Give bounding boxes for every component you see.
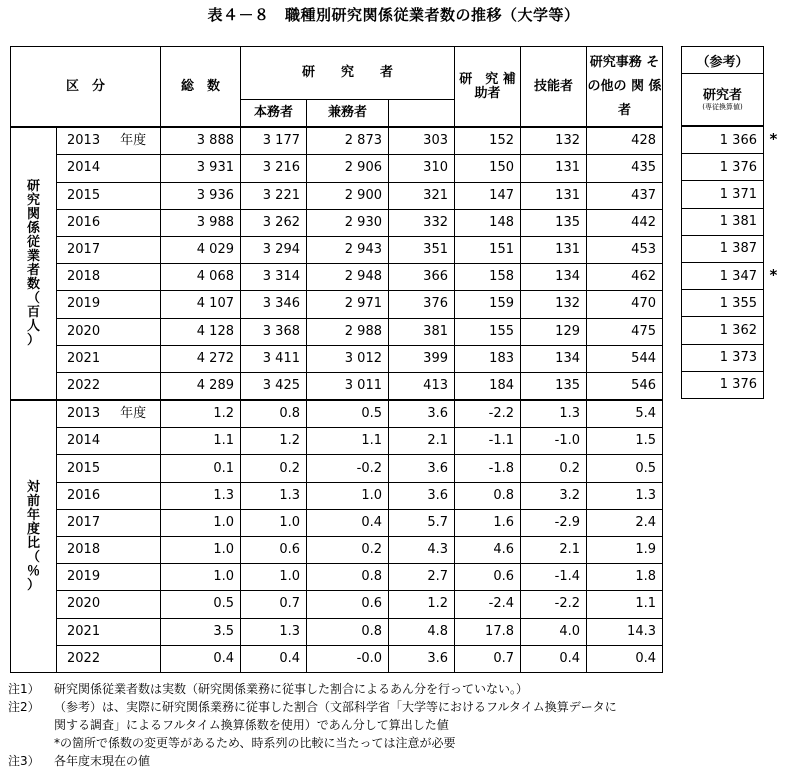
count-asst-cell: 148 — [455, 209, 521, 236]
count-cler-cell: 437 — [587, 182, 663, 209]
year-cell — [57, 400, 161, 428]
reference-table — [681, 46, 764, 399]
ref-researchers-label: 研究者 — [702, 87, 742, 103]
count-total-cell: 4 068 — [161, 264, 241, 291]
ratio-res-cell: 0.8 — [241, 400, 307, 428]
ref-value-cell: 1 376 — [682, 371, 764, 398]
ratio-total-cell: 1.0 — [161, 509, 241, 536]
ratio-tech-cell: 0.2 — [521, 455, 587, 482]
count-res-cell: 3 314 — [241, 264, 307, 291]
table-row — [11, 482, 663, 509]
ratio-kenmu-cell: 2.7 — [389, 564, 455, 591]
year-value: 2017 — [67, 514, 101, 530]
year-value: 2018 — [67, 542, 101, 558]
ratio-asst-cell: 17.8 — [455, 618, 521, 645]
count-res-cell: 3 294 — [241, 236, 307, 263]
ratio-kenmu-cell: 3.6 — [389, 400, 455, 428]
group-label-counts: 研 究 関 係 従 業 者 数 （ 百 人 ） — [11, 127, 57, 400]
ratio-asst-cell: -2.4 — [455, 591, 521, 618]
count-cler-cell: 428 — [587, 127, 663, 155]
note-label: 注2） — [8, 700, 40, 714]
note-text: （参考）は、実際に研究関係業務に従事した割合（文部科学省「大学等におけるフルタイム換算データに — [54, 700, 617, 714]
year-cell — [57, 236, 161, 263]
table-row — [11, 127, 663, 155]
year-value: 2015 — [67, 460, 101, 476]
note-text: 研究関係従業者数は実数（研究関係業務に従事した割合によるあん分を行っていない。） — [54, 682, 529, 696]
table-row — [11, 564, 663, 591]
ratio-kenmu-cell: 4.8 — [389, 618, 455, 645]
ratio-tech-cell: -2.2 — [521, 591, 587, 618]
table-row — [11, 182, 663, 209]
ref-value-cell: 1 371 — [682, 181, 764, 208]
header-kenmu: 兼務者 — [307, 100, 389, 128]
year-value: 2020 — [67, 323, 101, 339]
count-asst-cell: 184 — [455, 372, 521, 400]
ratio-tech-cell: 2.1 — [521, 537, 587, 564]
ratio-kenmu-cell: 3.6 — [389, 645, 455, 672]
count-tech-cell: 135 — [521, 209, 587, 236]
count-cler-cell: 475 — [587, 318, 663, 345]
ratio-kenmu-cell: 4.3 — [389, 537, 455, 564]
table-row — [11, 209, 663, 236]
notes — [8, 680, 778, 770]
ref-row — [682, 262, 764, 289]
count-cler-cell: 546 — [587, 372, 663, 400]
table-row — [11, 264, 663, 291]
ratio-asst-cell: -2.2 — [455, 400, 521, 428]
count-asst-cell: 151 — [455, 236, 521, 263]
ref-row — [682, 154, 764, 181]
year-unit: 年度 — [120, 133, 147, 149]
year-cell — [57, 291, 161, 318]
count-kenmu-cell: 332 — [389, 209, 455, 236]
ratio-res-cell: 1.2 — [241, 428, 307, 455]
ratio-res-cell: 1.3 — [241, 618, 307, 645]
count-tech-cell: 134 — [521, 264, 587, 291]
year-unit: 年度 — [120, 406, 147, 422]
ratio-cler-cell: 1.8 — [587, 564, 663, 591]
table-row — [11, 509, 663, 536]
count-total-cell: 4 272 — [161, 345, 241, 372]
note-label: 注3） — [8, 754, 40, 768]
ratio-res-cell: 1.3 — [241, 482, 307, 509]
count-res-cell: 3 262 — [241, 209, 307, 236]
year-cell — [57, 455, 161, 482]
count-tech-cell: 134 — [521, 345, 587, 372]
count-kenmu-cell: 399 — [389, 345, 455, 372]
year-value: 2016 — [67, 214, 101, 230]
note-label — [8, 716, 54, 734]
count-tech-cell: 132 — [521, 127, 587, 155]
table-row — [11, 591, 663, 618]
ratio-tech-cell: 1.3 — [521, 400, 587, 428]
count-cler-cell: 442 — [587, 209, 663, 236]
table-row — [11, 155, 663, 182]
header-researchers: 研 究 者 — [241, 47, 455, 100]
table-title: 表４－８ 職種別研究関係従業者数の推移（大学等） — [207, 6, 580, 24]
table-row — [11, 236, 663, 263]
ratio-kenmu-cell: 5.7 — [389, 509, 455, 536]
count-honmu-cell: 2 930 — [307, 209, 389, 236]
count-res-cell: 3 425 — [241, 372, 307, 400]
star-marker: * — [769, 130, 778, 148]
count-res-cell: 3 346 — [241, 291, 307, 318]
count-res-cell: 3 368 — [241, 318, 307, 345]
year-cell — [57, 209, 161, 236]
count-kenmu-cell: 413 — [389, 372, 455, 400]
ratio-total-cell: 1.0 — [161, 537, 241, 564]
ref-row — [682, 317, 764, 344]
ratio-tech-cell: -2.9 — [521, 509, 587, 536]
table-row — [11, 400, 663, 428]
year-value: 2014 — [67, 433, 101, 449]
count-kenmu-cell: 321 — [389, 182, 455, 209]
table-row — [11, 318, 663, 345]
count-cler-cell: 453 — [587, 236, 663, 263]
ratio-total-cell: 3.5 — [161, 618, 241, 645]
ratio-total-cell: 1.2 — [161, 400, 241, 428]
ratio-tech-cell: 4.0 — [521, 618, 587, 645]
count-honmu-cell: 2 988 — [307, 318, 389, 345]
table-row — [11, 291, 663, 318]
ratio-res-cell: 0.2 — [241, 455, 307, 482]
year-value: 2015 — [67, 187, 101, 203]
ratio-honmu-cell: 0.6 — [307, 591, 389, 618]
year-value: 2020 — [67, 596, 101, 612]
count-res-cell: 3 221 — [241, 182, 307, 209]
ratio-res-cell: 0.7 — [241, 591, 307, 618]
count-honmu-cell: 2 948 — [307, 264, 389, 291]
ratio-kenmu-cell: 1.2 — [389, 591, 455, 618]
ratio-cler-cell: 5.4 — [587, 400, 663, 428]
ratio-honmu-cell: 0.2 — [307, 537, 389, 564]
count-cler-cell: 544 — [587, 345, 663, 372]
count-tech-cell: 131 — [521, 236, 587, 263]
note-line — [8, 680, 778, 698]
ratio-honmu-cell: 0.8 — [307, 618, 389, 645]
header-clerical: 研究事務 その他の 関 係 者 — [587, 47, 663, 128]
note-line — [8, 752, 778, 770]
year-value: 2021 — [67, 623, 101, 639]
ratio-asst-cell: 0.6 — [455, 564, 521, 591]
ref-row — [682, 208, 764, 235]
year-cell — [57, 428, 161, 455]
ref-value-cell: 1 373 — [682, 344, 764, 371]
count-asst-cell: 147 — [455, 182, 521, 209]
year-value: 2021 — [67, 350, 101, 366]
ratio-cler-cell: 2.4 — [587, 509, 663, 536]
note-label: 注1） — [8, 682, 40, 696]
count-total-cell: 4 029 — [161, 236, 241, 263]
count-asst-cell: 150 — [455, 155, 521, 182]
count-kenmu-cell: 310 — [389, 155, 455, 182]
count-res-cell: 3 177 — [241, 127, 307, 155]
ratio-total-cell: 1.0 — [161, 564, 241, 591]
ratio-cler-cell: 0.5 — [587, 455, 663, 482]
table-row — [11, 618, 663, 645]
ratio-total-cell: 1.1 — [161, 428, 241, 455]
ratio-res-cell: 0.6 — [241, 537, 307, 564]
year-cell — [57, 618, 161, 645]
count-honmu-cell: 2 900 — [307, 182, 389, 209]
year-cell — [57, 645, 161, 672]
table-row — [11, 537, 663, 564]
data-table — [10, 46, 663, 673]
ratio-tech-cell: 0.4 — [521, 645, 587, 672]
ratio-kenmu-cell: 3.6 — [389, 482, 455, 509]
ref-row — [682, 344, 764, 371]
count-honmu-cell: 2 906 — [307, 155, 389, 182]
count-cler-cell: 435 — [587, 155, 663, 182]
count-total-cell: 3 936 — [161, 182, 241, 209]
table-row — [11, 372, 663, 400]
count-total-cell: 4 289 — [161, 372, 241, 400]
table-row — [11, 345, 663, 372]
header-assistant: 研 究 補助者 — [455, 47, 521, 128]
header-technician: 技能者 — [521, 47, 587, 128]
count-asst-cell: 152 — [455, 127, 521, 155]
ratio-total-cell: 1.3 — [161, 482, 241, 509]
ratio-honmu-cell: 0.8 — [307, 564, 389, 591]
header-kubun: 区 分 — [11, 47, 161, 128]
ref-row — [682, 371, 764, 398]
count-asst-cell: 158 — [455, 264, 521, 291]
ratio-honmu-cell: 0.5 — [307, 400, 389, 428]
year-cell — [57, 182, 161, 209]
count-res-cell: 3 216 — [241, 155, 307, 182]
ratio-cler-cell: 14.3 — [587, 618, 663, 645]
count-res-cell: 3 411 — [241, 345, 307, 372]
year-cell — [57, 509, 161, 536]
year-cell — [57, 318, 161, 345]
ratio-total-cell: 0.4 — [161, 645, 241, 672]
count-tech-cell: 131 — [521, 182, 587, 209]
count-tech-cell: 135 — [521, 372, 587, 400]
note-text: *の箇所で係数の変更等があるため、時系列の比較に当たっては注意が必要 — [54, 736, 456, 750]
ratio-res-cell: 1.0 — [241, 564, 307, 591]
count-total-cell: 4 128 — [161, 318, 241, 345]
count-tech-cell: 129 — [521, 318, 587, 345]
ratio-tech-cell: -1.4 — [521, 564, 587, 591]
count-cler-cell: 470 — [587, 291, 663, 318]
ref-value-cell: 1 381 — [682, 208, 764, 235]
ref-value-cell: 1 387 — [682, 235, 764, 262]
ref-value-cell: 1 355 — [682, 290, 764, 317]
year-cell — [57, 372, 161, 400]
count-tech-cell: 132 — [521, 291, 587, 318]
count-kenmu-cell: 376 — [389, 291, 455, 318]
year-cell — [57, 127, 161, 155]
count-honmu-cell: 2 943 — [307, 236, 389, 263]
year-cell — [57, 155, 161, 182]
year-value: 2018 — [67, 269, 101, 285]
year-cell — [57, 482, 161, 509]
count-honmu-cell: 2 971 — [307, 291, 389, 318]
ratio-honmu-cell: 0.4 — [307, 509, 389, 536]
count-total-cell: 3 988 — [161, 209, 241, 236]
ref-fte-label: (専従換算値) — [702, 102, 743, 111]
ratio-kenmu-cell: 3.6 — [389, 455, 455, 482]
ref-value-cell: 1 347 — [682, 262, 764, 289]
year-cell — [57, 345, 161, 372]
year-value: 2019 — [67, 569, 101, 585]
count-cler-cell: 462 — [587, 264, 663, 291]
count-kenmu-cell: 351 — [389, 236, 455, 263]
ref-row — [682, 181, 764, 208]
year-cell — [57, 591, 161, 618]
year-value: 2016 — [67, 487, 101, 503]
ratio-total-cell: 0.5 — [161, 591, 241, 618]
header-total: 総 数 — [161, 47, 241, 128]
ratio-total-cell: 0.1 — [161, 455, 241, 482]
count-kenmu-cell: 366 — [389, 264, 455, 291]
note-line — [8, 716, 778, 734]
ratio-tech-cell: -1.0 — [521, 428, 587, 455]
ratio-res-cell: 0.4 — [241, 645, 307, 672]
count-kenmu-cell: 381 — [389, 318, 455, 345]
ratio-kenmu-cell: 2.1 — [389, 428, 455, 455]
table-row — [11, 455, 663, 482]
count-total-cell: 3 888 — [161, 127, 241, 155]
year-value: 2013 — [67, 406, 101, 422]
ref-row — [682, 126, 764, 154]
ratio-asst-cell: 0.7 — [455, 645, 521, 672]
table-row — [11, 428, 663, 455]
ratio-asst-cell: -1.8 — [455, 455, 521, 482]
ref-label: （参考） — [682, 47, 764, 74]
ratio-honmu-cell: 1.1 — [307, 428, 389, 455]
ratio-tech-cell: 3.2 — [521, 482, 587, 509]
year-cell — [57, 537, 161, 564]
count-total-cell: 4 107 — [161, 291, 241, 318]
table-row — [11, 645, 663, 672]
year-value: 2022 — [67, 377, 101, 393]
ratio-cler-cell: 0.4 — [587, 645, 663, 672]
header-honmu: 本務者 — [241, 100, 307, 128]
year-value: 2022 — [67, 650, 101, 666]
ratio-cler-cell: 1.5 — [587, 428, 663, 455]
ref-value-cell: 1 376 — [682, 154, 764, 181]
ratio-cler-cell: 1.3 — [587, 482, 663, 509]
ratio-asst-cell: -1.1 — [455, 428, 521, 455]
ratio-cler-cell: 1.9 — [587, 537, 663, 564]
count-kenmu-cell: 303 — [389, 127, 455, 155]
ref-row — [682, 290, 764, 317]
year-value: 2014 — [67, 160, 101, 176]
count-honmu-cell: 3 011 — [307, 372, 389, 400]
count-total-cell: 3 931 — [161, 155, 241, 182]
count-honmu-cell: 3 012 — [307, 345, 389, 372]
year-value: 2013 — [67, 133, 101, 149]
ratio-honmu-cell: -0.0 — [307, 645, 389, 672]
note-text: 各年度末現在の値 — [54, 754, 151, 768]
note-line — [8, 698, 778, 716]
ratio-honmu-cell: -0.2 — [307, 455, 389, 482]
count-asst-cell: 183 — [455, 345, 521, 372]
ratio-cler-cell: 1.1 — [587, 591, 663, 618]
ref-value-cell: 1 366 — [682, 126, 764, 154]
note-text: 関する調査」によるフルタイム換算係数を使用）であん分して算出した値 — [54, 718, 449, 732]
count-asst-cell: 155 — [455, 318, 521, 345]
year-value: 2019 — [67, 296, 101, 312]
ratio-asst-cell: 0.8 — [455, 482, 521, 509]
ratio-honmu-cell: 1.0 — [307, 482, 389, 509]
ref-row — [682, 235, 764, 262]
ratio-asst-cell: 4.6 — [455, 537, 521, 564]
note-line — [8, 734, 778, 752]
count-asst-cell: 159 — [455, 291, 521, 318]
ref-value-cell: 1 362 — [682, 317, 764, 344]
count-tech-cell: 131 — [521, 155, 587, 182]
year-cell — [57, 564, 161, 591]
year-value: 2017 — [67, 242, 101, 258]
star-marker: * — [769, 266, 778, 285]
ref-header — [682, 74, 764, 127]
ratio-asst-cell: 1.6 — [455, 509, 521, 536]
ratio-res-cell: 1.0 — [241, 509, 307, 536]
count-honmu-cell: 2 873 — [307, 127, 389, 155]
year-cell — [57, 264, 161, 291]
note-label — [8, 734, 54, 752]
group-label-ratios: 対 前 年 度 比 （ ％ ） — [11, 400, 57, 672]
